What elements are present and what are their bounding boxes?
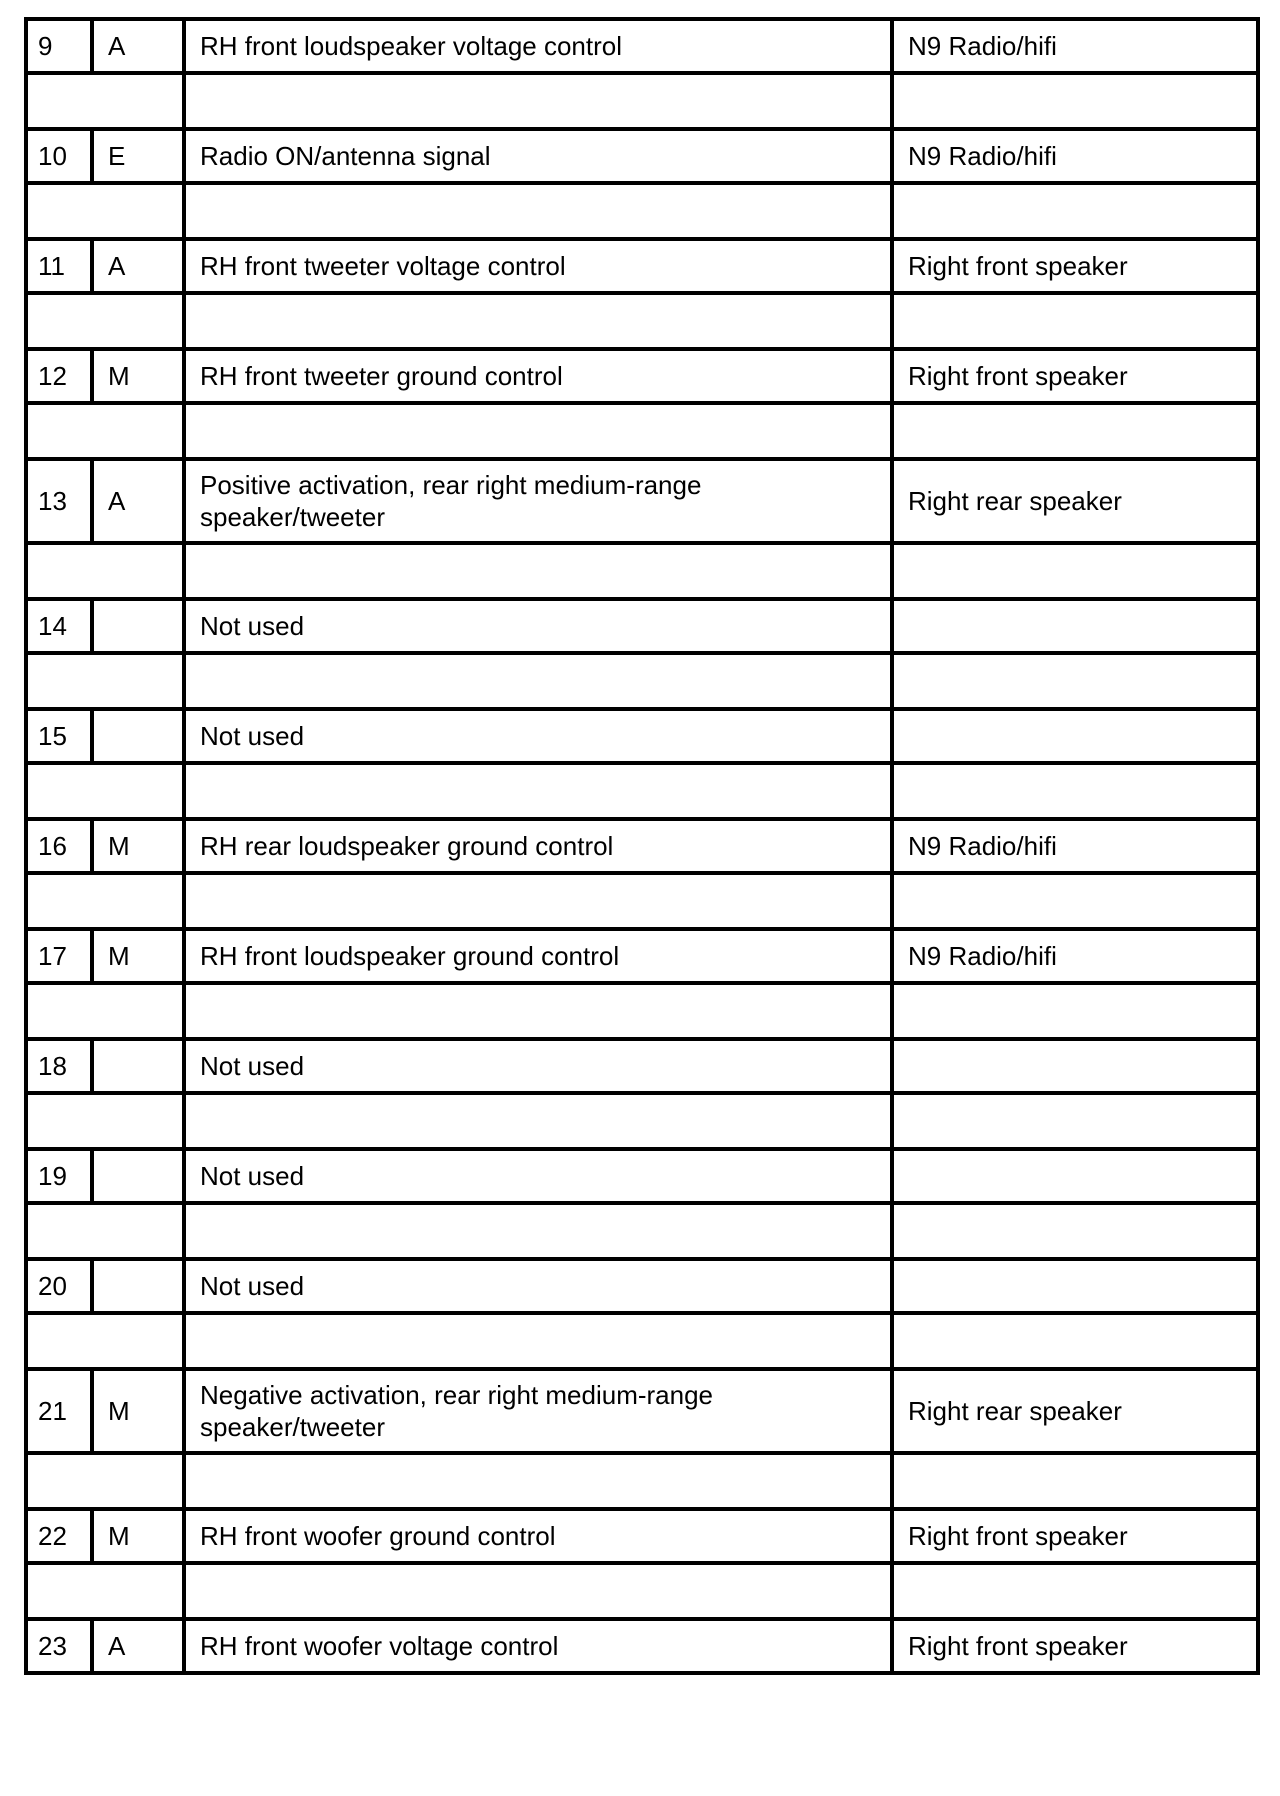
spacer-row [26, 293, 1258, 349]
spacer-cell [892, 183, 1258, 239]
description-cell: Positive activation, rear right medium-range speaker/tweeter [184, 459, 892, 543]
signal-type-cell: M [92, 929, 184, 983]
spacer-cell [184, 183, 892, 239]
spacer-cell [892, 763, 1258, 819]
spacer-cell [892, 293, 1258, 349]
spacer-cell [892, 403, 1258, 459]
spacer-cell [26, 293, 184, 349]
signal-type-cell [92, 1259, 184, 1313]
spacer-cell [184, 763, 892, 819]
spacer-row [26, 873, 1258, 929]
spacer-cell [184, 1313, 892, 1369]
table-row [26, 1509, 1258, 1563]
spacer-cell [26, 403, 184, 459]
component-cell: N9 Radio/hifi [892, 19, 1258, 73]
spacer-row [26, 1313, 1258, 1369]
description-cell: RH front loudspeaker ground control [184, 929, 892, 983]
description-cell: Not used [184, 1039, 892, 1093]
spacer-cell [892, 983, 1258, 1039]
spacer-cell [26, 73, 184, 129]
table-row [26, 599, 1258, 653]
component-cell [892, 1259, 1258, 1313]
spacer-cell [26, 1313, 184, 1369]
description-cell: Not used [184, 599, 892, 653]
spacer-cell [26, 873, 184, 929]
spacer-cell [184, 543, 892, 599]
table-row [26, 1619, 1258, 1673]
spacer-cell [26, 1563, 184, 1619]
spacer-cell [892, 73, 1258, 129]
pin-assignment-table [24, 17, 1260, 1675]
signal-type-cell: M [92, 819, 184, 873]
spacer-row [26, 1203, 1258, 1259]
spacer-cell [892, 1203, 1258, 1259]
table-row [26, 819, 1258, 873]
component-cell: Right front speaker [892, 1619, 1258, 1673]
signal-type-cell: A [92, 19, 184, 73]
pin-number-cell: 12 [26, 349, 92, 403]
table-row [26, 1369, 1258, 1453]
spacer-cell [892, 1563, 1258, 1619]
pin-number-cell: 16 [26, 819, 92, 873]
component-cell [892, 709, 1258, 763]
spacer-cell [184, 403, 892, 459]
spacer-cell [26, 983, 184, 1039]
signal-type-cell [92, 709, 184, 763]
spacer-row [26, 1093, 1258, 1149]
signal-type-cell: A [92, 1619, 184, 1673]
spacer-cell [892, 1313, 1258, 1369]
spacer-cell [184, 1563, 892, 1619]
description-cell: RH front tweeter ground control [184, 349, 892, 403]
component-cell: N9 Radio/hifi [892, 129, 1258, 183]
signal-type-cell [92, 1149, 184, 1203]
table-row [26, 129, 1258, 183]
signal-type-cell: A [92, 459, 184, 543]
pin-number-cell: 23 [26, 1619, 92, 1673]
spacer-cell [26, 653, 184, 709]
table-row [26, 1149, 1258, 1203]
spacer-row [26, 543, 1258, 599]
spacer-cell [184, 1453, 892, 1509]
pin-number-cell: 18 [26, 1039, 92, 1093]
table-row [26, 1039, 1258, 1093]
pin-number-cell: 13 [26, 459, 92, 543]
table-row [26, 929, 1258, 983]
description-cell: RH front woofer ground control [184, 1509, 892, 1563]
component-cell: Right rear speaker [892, 1369, 1258, 1453]
signal-type-cell [92, 1039, 184, 1093]
description-cell: RH rear loudspeaker ground control [184, 819, 892, 873]
pin-number-cell: 21 [26, 1369, 92, 1453]
signal-type-cell: M [92, 349, 184, 403]
spacer-row [26, 403, 1258, 459]
spacer-cell [26, 1203, 184, 1259]
table-row [26, 709, 1258, 763]
component-cell: Right front speaker [892, 1509, 1258, 1563]
spacer-cell [184, 1203, 892, 1259]
component-cell: N9 Radio/hifi [892, 929, 1258, 983]
table-row [26, 459, 1258, 543]
spacer-cell [892, 653, 1258, 709]
spacer-row [26, 183, 1258, 239]
spacer-cell [184, 293, 892, 349]
signal-type-cell: A [92, 239, 184, 293]
component-cell [892, 599, 1258, 653]
table-row [26, 349, 1258, 403]
spacer-cell [184, 653, 892, 709]
component-cell: N9 Radio/hifi [892, 819, 1258, 873]
signal-type-cell: M [92, 1509, 184, 1563]
table-row [26, 19, 1258, 73]
spacer-row [26, 983, 1258, 1039]
pin-number-cell: 9 [26, 19, 92, 73]
description-cell: RH front woofer voltage control [184, 1619, 892, 1673]
pin-number-cell: 17 [26, 929, 92, 983]
signal-type-cell: E [92, 129, 184, 183]
pin-number-cell: 15 [26, 709, 92, 763]
component-cell: Right front speaker [892, 239, 1258, 293]
spacer-cell [26, 763, 184, 819]
spacer-cell [26, 1453, 184, 1509]
spacer-row [26, 1563, 1258, 1619]
spacer-row [26, 73, 1258, 129]
spacer-cell [892, 1453, 1258, 1509]
spacer-cell [26, 183, 184, 239]
description-cell: Negative activation, rear right medium-range speaker/tweeter [184, 1369, 892, 1453]
spacer-cell [184, 73, 892, 129]
pin-number-cell: 22 [26, 1509, 92, 1563]
description-cell: Not used [184, 709, 892, 763]
spacer-cell [26, 543, 184, 599]
signal-type-cell: M [92, 1369, 184, 1453]
table-row [26, 239, 1258, 293]
spacer-cell [184, 1093, 892, 1149]
spacer-cell [892, 543, 1258, 599]
spacer-row [26, 653, 1258, 709]
component-cell: Right rear speaker [892, 459, 1258, 543]
component-cell: Right front speaker [892, 349, 1258, 403]
description-cell: Not used [184, 1259, 892, 1313]
spacer-cell [184, 873, 892, 929]
component-cell [892, 1149, 1258, 1203]
pin-number-cell: 14 [26, 599, 92, 653]
signal-type-cell [92, 599, 184, 653]
description-cell: Radio ON/antenna signal [184, 129, 892, 183]
table-row [26, 1259, 1258, 1313]
description-cell: RH front loudspeaker voltage control [184, 19, 892, 73]
description-cell: RH front tweeter voltage control [184, 239, 892, 293]
spacer-cell [892, 1093, 1258, 1149]
description-cell: Not used [184, 1149, 892, 1203]
spacer-row [26, 763, 1258, 819]
pin-number-cell: 20 [26, 1259, 92, 1313]
spacer-cell [184, 983, 892, 1039]
pin-table-body [26, 19, 1258, 1673]
spacer-cell [26, 1093, 184, 1149]
pin-number-cell: 19 [26, 1149, 92, 1203]
spacer-row [26, 1453, 1258, 1509]
pin-number-cell: 11 [26, 239, 92, 293]
pin-number-cell: 10 [26, 129, 92, 183]
spacer-cell [892, 873, 1258, 929]
component-cell [892, 1039, 1258, 1093]
